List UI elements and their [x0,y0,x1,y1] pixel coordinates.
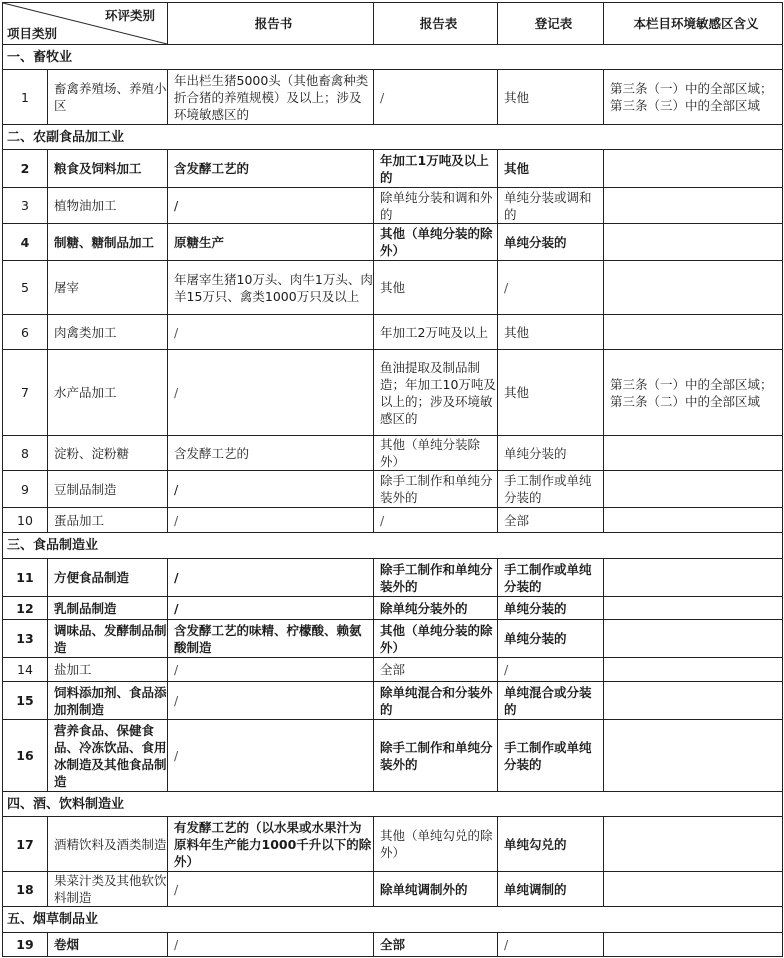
sensitive-area-cell [604,436,783,471]
section-title: 五、烟草制品业 [3,907,783,933]
register-cell: 手工制作或单纯分装的 [498,559,604,597]
table-row [3,150,783,188]
report-table-cell: 其他 [374,261,498,315]
sensitive-area-cell [604,261,783,315]
section-row [3,45,783,70]
row-number: 4 [3,224,48,261]
row-number: 15 [3,682,48,720]
header-report-book: 报告书 [168,3,374,45]
row-number: 9 [3,471,48,508]
report-table-cell: 全部 [374,658,498,682]
project-name: 饲料添加剂、食品添加剂制造 [48,682,168,720]
row-number: 14 [3,658,48,682]
project-name: 水产品加工 [48,350,168,436]
sensitive-area-cell [604,817,783,872]
register-cell: 其他 [498,150,604,188]
report-book-cell: / [168,350,374,436]
row-number: 3 [3,188,48,224]
report-table-cell: / [374,70,498,125]
row-number: 13 [3,620,48,658]
table-row [3,508,783,533]
report-table-cell: 鱼油提取及制品制造；年加工10万吨及以上的；涉及环境敏感区的 [374,350,498,436]
report-book-cell: / [168,720,374,792]
project-name: 淀粉、淀粉糖 [48,436,168,471]
table-row [3,559,783,597]
project-name: 豆制品制造 [48,471,168,508]
report-table-cell: 除单纯混合和分装外的 [374,682,498,720]
report-book-cell: / [168,508,374,533]
sensitive-area-cell [604,315,783,350]
row-number: 16 [3,720,48,792]
sensitive-area-cell [604,150,783,188]
project-name: 酒精饮料及酒类制造 [48,817,168,872]
register-cell: 单纯混合或分装的 [498,682,604,720]
project-name: 肉禽类加工 [48,315,168,350]
sensitive-area-cell [604,471,783,508]
sensitive-area-cell [604,224,783,261]
report-table-cell: 其他（单纯分装的除外） [374,620,498,658]
report-book-cell: / [168,658,374,682]
header-register: 登记表 [498,3,604,45]
row-number: 18 [3,872,48,907]
section-title: 四、酒、饮料制造业 [3,792,783,817]
row-number: 1 [3,70,48,125]
report-table-cell: 年加工2万吨及以上 [374,315,498,350]
table-row [3,817,783,872]
report-book-cell: 原糖生产 [168,224,374,261]
register-cell: 单纯分装或调和的 [498,188,604,224]
row-number: 11 [3,559,48,597]
table-row [3,597,783,620]
row-number: 2 [3,150,48,188]
sensitive-area-cell [604,933,783,957]
sensitive-area-cell [604,597,783,620]
section-row [3,907,783,933]
sensitive-area-cell [604,188,783,224]
report-table-cell: 除手工制作和单纯分装外的 [374,720,498,792]
report-table-cell: 除单纯调制外的 [374,872,498,907]
project-name: 制糖、糖制品加工 [48,224,168,261]
report-table-cell: 其他（单纯分装的除外） [374,224,498,261]
row-number: 7 [3,350,48,436]
register-cell: 手工制作或单纯分装的 [498,720,604,792]
project-name: 畜禽养殖场、养殖小区 [48,70,168,125]
row-number: 12 [3,597,48,620]
table-row [3,620,783,658]
row-number: 17 [3,817,48,872]
register-cell: 单纯分装的 [498,620,604,658]
section-title: 二、农副食品加工业 [3,125,783,150]
report-table-cell: 除手工制作和单纯分装外的 [374,471,498,508]
table-row [3,350,783,436]
report-book-cell: / [168,188,374,224]
section-row [3,125,783,150]
report-book-cell: 含发酵工艺的 [168,436,374,471]
header-project-category: 项目类别 [7,26,58,41]
register-cell: 其他 [498,350,604,436]
row-number: 19 [3,933,48,957]
section-row [3,792,783,817]
report-table-cell: 除单纯分装外的 [374,597,498,620]
sensitive-area-cell [604,508,783,533]
report-book-cell: 年屠宰生猪10万头、肉牛1万头、肉羊15万只、禽类1000万只及以上 [168,261,374,315]
table-row [3,436,783,471]
report-book-cell: 含发酵工艺的 [168,150,374,188]
table-row [3,682,783,720]
header-report-table: 报告表 [374,3,498,45]
report-table-cell: 其他（单纯勾兑的除外） [374,817,498,872]
table-row [3,315,783,350]
report-book-cell: / [168,933,374,957]
row-number: 6 [3,315,48,350]
table-row [3,261,783,315]
project-name: 乳制品制造 [48,597,168,620]
report-book-cell: 含发酵工艺的味精、柠檬酸、赖氨酸制造 [168,620,374,658]
sensitive-area-cell [604,720,783,792]
table-row [3,933,783,957]
register-cell: / [498,933,604,957]
eia-classification-table [2,2,783,957]
register-cell: 单纯分装的 [498,436,604,471]
register-cell: 全部 [498,508,604,533]
report-book-cell: / [168,315,374,350]
project-name: 方便食品制造 [48,559,168,597]
project-name: 卷烟 [48,933,168,957]
register-cell: 其他 [498,70,604,125]
header-eia-category: 环评类别 [104,8,155,23]
project-name: 植物油加工 [48,188,168,224]
table-row [3,224,783,261]
project-name: 盐加工 [48,658,168,682]
report-table-cell: 除手工制作和单纯分装外的 [374,559,498,597]
report-table-cell: / [374,508,498,533]
report-book-cell: / [168,682,374,720]
table-row [3,872,783,907]
report-table-cell: 年加工1万吨及以上的 [374,150,498,188]
register-cell: 单纯分装的 [498,597,604,620]
sensitive-area-cell [604,658,783,682]
project-name: 营养食品、保健食品、冷冻饮品、食用冰制造及其他食品制造 [48,720,168,792]
row-number: 10 [3,508,48,533]
header-sensitive-area: 本栏目环境敏感区含义 [604,3,783,45]
section-title: 一、畜牧业 [3,45,783,70]
register-cell: 单纯分装的 [498,224,604,261]
sensitive-area-cell [604,682,783,720]
report-book-cell: / [168,872,374,907]
report-table-cell: 全部 [374,933,498,957]
table-body [3,45,783,957]
row-number: 8 [3,436,48,471]
section-title: 三、食品制造业 [3,533,783,559]
report-table-cell: 除单纯分装和调和外的 [374,188,498,224]
sensitive-area-cell: 第三条（一）中的全部区域；第三条（三）中的全部区域 [604,70,783,125]
register-cell: / [498,261,604,315]
table-row [3,471,783,508]
report-book-cell: / [168,471,374,508]
register-cell: / [498,658,604,682]
header-row [3,3,783,45]
register-cell: 单纯调制的 [498,872,604,907]
project-name: 蛋品加工 [48,508,168,533]
report-book-cell: / [168,597,374,620]
report-book-cell: 有发酵工艺的（以水果或水果汁为原料年生产能力1000千升以下的除外） [168,817,374,872]
table-row [3,70,783,125]
sensitive-area-cell: 第三条（一）中的全部区域；第三条（二）中的全部区域 [604,350,783,436]
report-book-cell: 年出栏生猪5000头（其他畜禽种类折合猪的养殖规模）及以上；涉及环境敏感区的 [168,70,374,125]
table-row [3,188,783,224]
section-row [3,533,783,559]
header-diagonal-cell [3,3,168,45]
project-name: 粮食及饲料加工 [48,150,168,188]
sensitive-area-cell [604,872,783,907]
report-table-cell: 其他（单纯分装除外） [374,436,498,471]
register-cell: 其他 [498,315,604,350]
sensitive-area-cell [604,559,783,597]
register-cell: 单纯勾兑的 [498,817,604,872]
table-row [3,720,783,792]
report-book-cell: / [168,559,374,597]
table-row [3,658,783,682]
row-number: 5 [3,261,48,315]
project-name: 调味品、发酵制品制造 [48,620,168,658]
project-name: 屠宰 [48,261,168,315]
project-name: 果菜汁类及其他软饮料制造 [48,872,168,907]
register-cell: 手工制作或单纯分装的 [498,471,604,508]
sensitive-area-cell [604,620,783,658]
